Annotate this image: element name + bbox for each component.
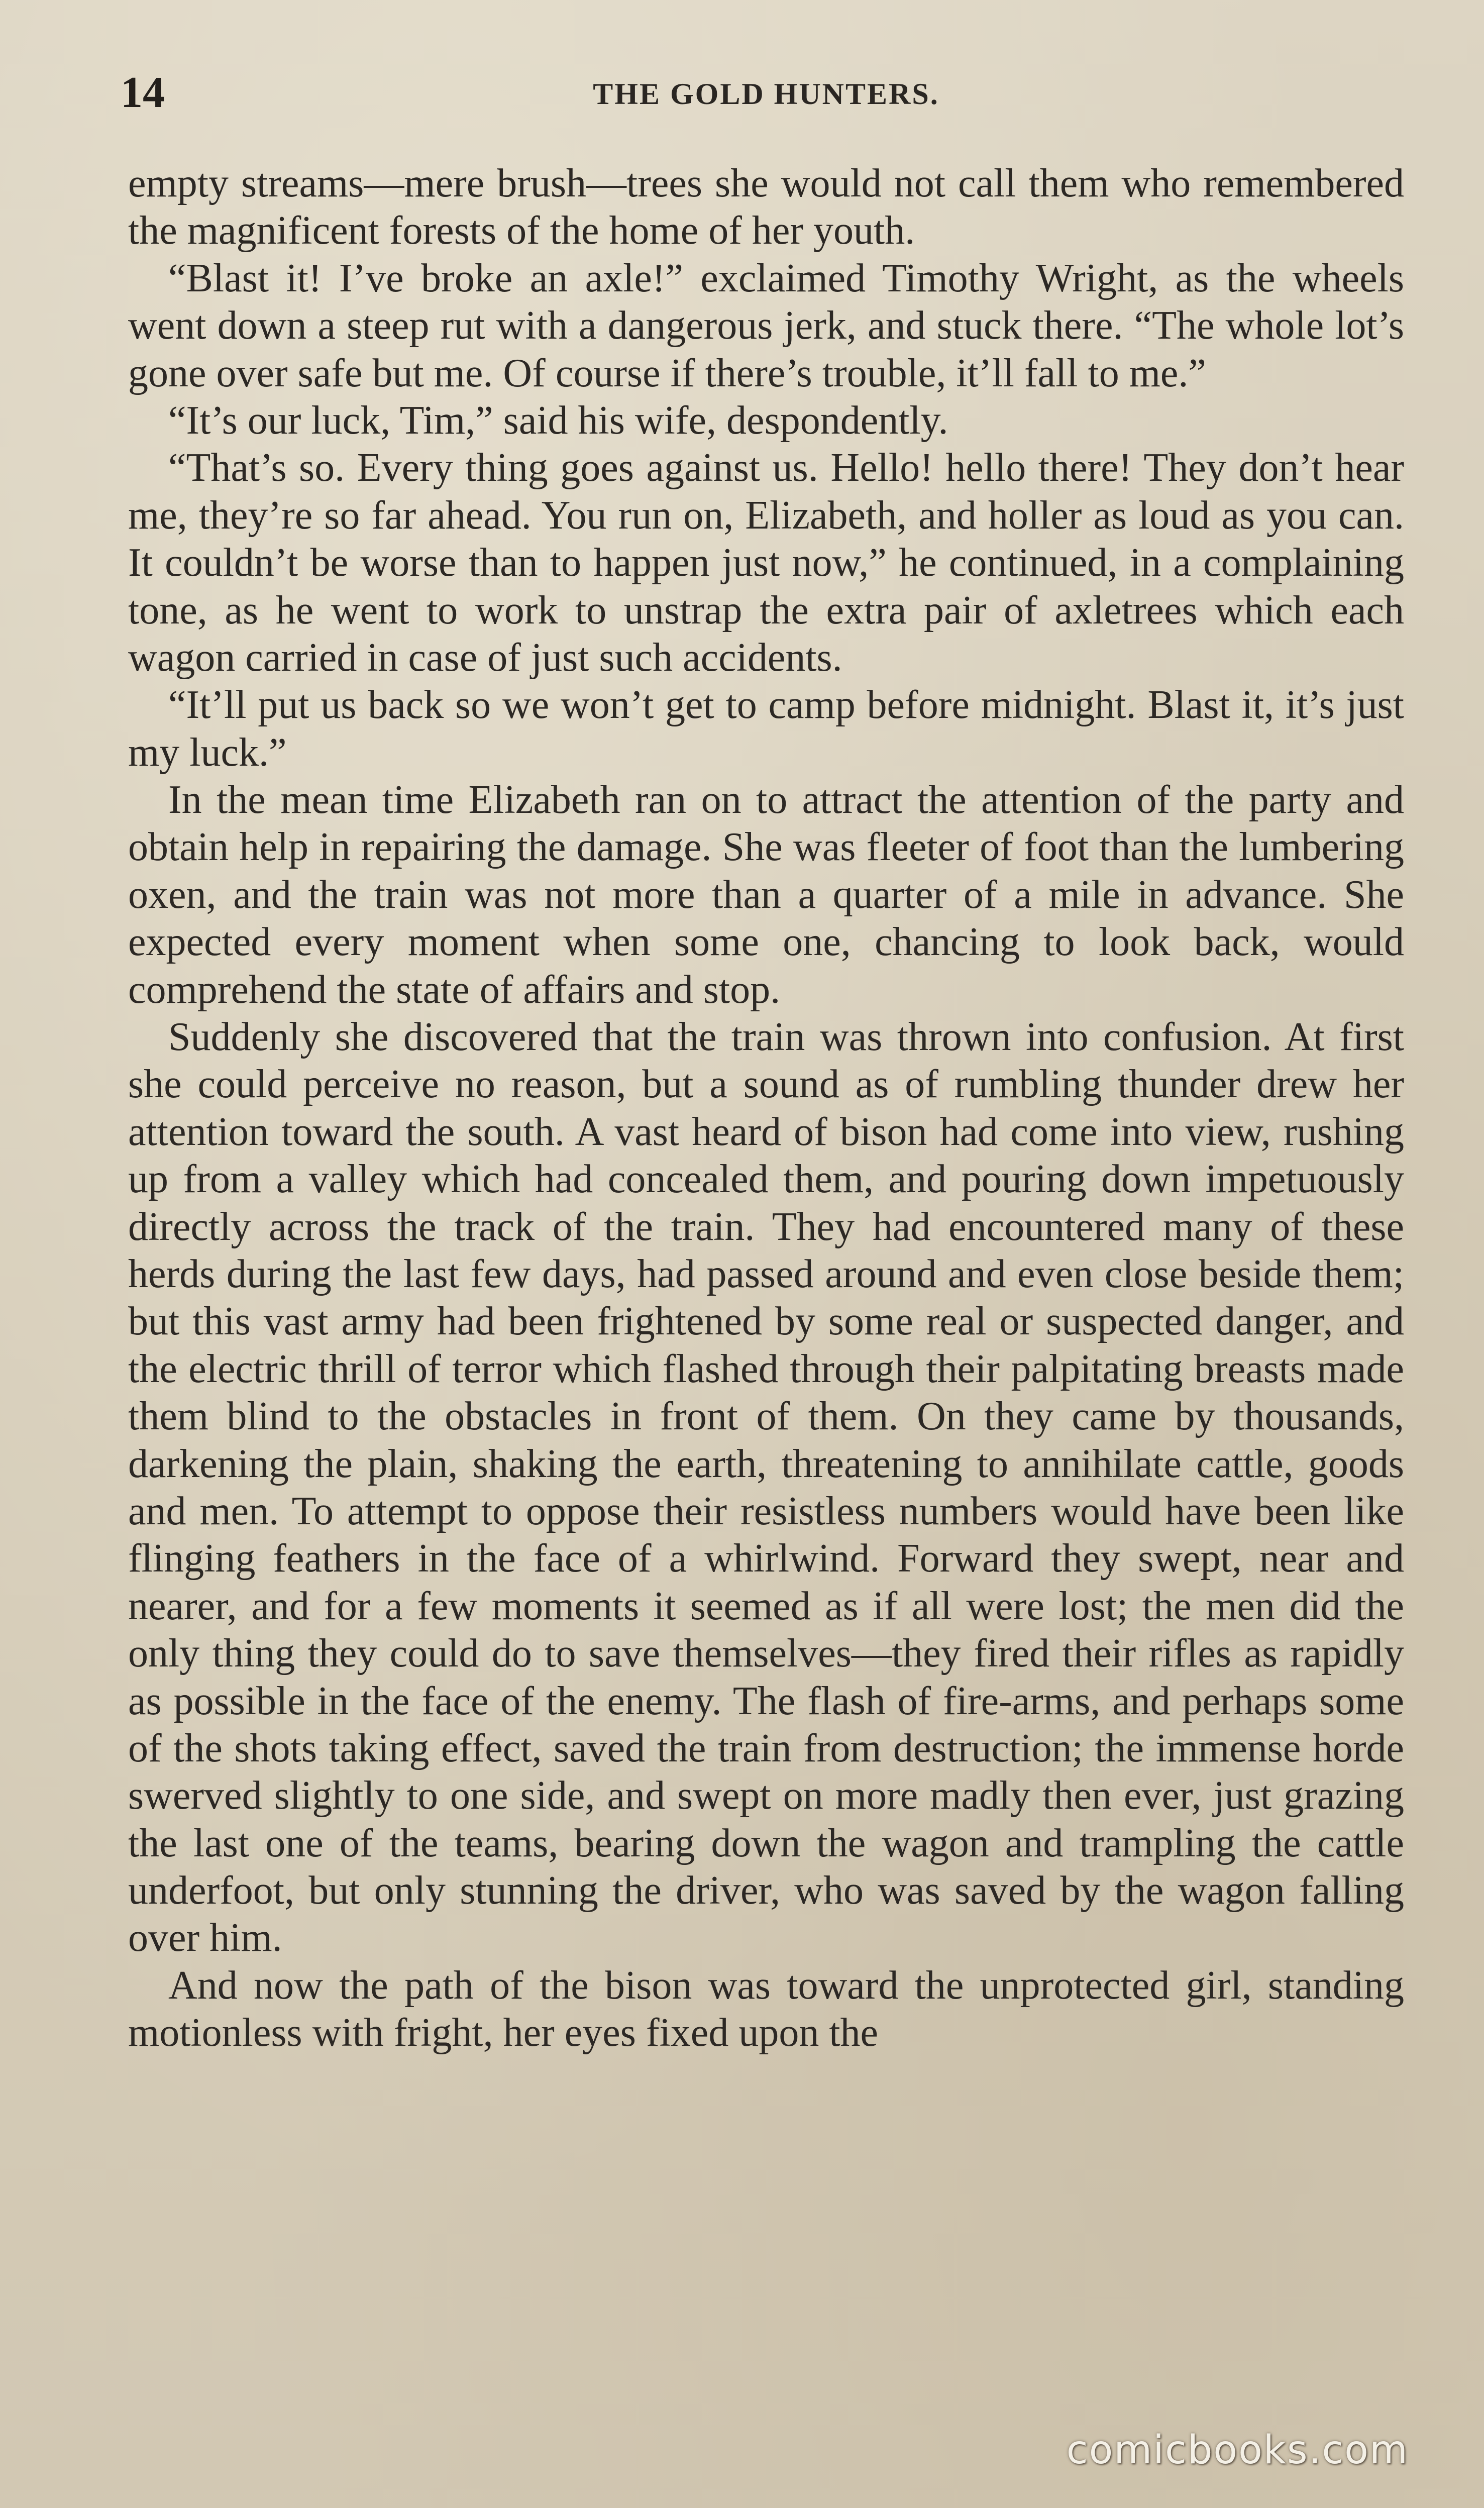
body-text (128, 160, 1404, 2335)
page-header (121, 65, 1412, 126)
paragraph-4: “That’s so. Every thing goes against us. Hello! hello there! They don’t hear me, they’re so far ahead. You run on, Elizabeth, and holler as loud as you can. It couldn’t be worse than to happen just now,” he continued, in a complaining tone, as he went to work to unstrap the extra pair of axletrees which each wagon carried in case of just such accidents. (128, 446, 1404, 680)
page-number: 14 (121, 68, 165, 117)
paragraph-8: And now the path of the bison was toward the unprotected girl, standing motionless with fright, her eyes fixed upon the (128, 1963, 1404, 2055)
paragraph-6: In the mean time Elizabeth ran on to attract the attention of the party and obtain help in repairing the damage. She was fleeter of foot than the lumbering oxen, and the train was not more than a quarter of a mile in advance. She expected every moment when some one, chancing to look back, would comprehend the state of affairs and stop. (128, 778, 1404, 1012)
paragraph-5: “It’ll put us back so we won’t get to camp before midnight. Blast it, it’s just my luck.” (128, 683, 1404, 775)
watermark: comicbooks.com (1066, 2428, 1409, 2473)
paragraph-2: “Blast it! I’ve broke an axle!” exclaimed Timothy Wright, as the wheels went down a steep rut with a dangerous jerk, and stuck there. “The whole lot’s gone over safe but me. Of course if there’s trouble, it’ll fall to me.” (128, 256, 1404, 395)
paragraph-7: Suddenly she discovered that the train was thrown into confusion. At first she could perceive no reason, but a sound as of rumbling thunder drew her attention toward the south. A vast heard of bison had come into view, rushing up from a valley which had concealed them, and pouring down impetuously directly across the track of the train. They had encountered many of these herds during the last few days, had passed around and even close beside them; but this vast army had been frightened by some real or suspected danger, and the electric thrill of terror which flashed through their palpitating breasts made them blind to the obstacles in front of them. On they came by thousands, darkening the plain, shaking the earth, threatening to annihilate cattle, goods and men. To attempt to oppose their resistless numbers would have been like flinging feathers in the face of a whirlwind. Forward they swept, near and nearer, and for a few moments it seemed as if all were lost; the men did the only thing they could do to save themselves—they fired their rifles as rapidly as possible in the face of the enemy. The flash of fire-arms, and perhaps some of the shots taking effect, saved the train from destruction; the immense horde swerved slightly to one side, and swept on more madly then ever, just grazing the last one of the teams, bearing down the wagon and trampling the cattle underfoot, but only stunning the driver, who was saved by the wagon falling over him. (128, 1015, 1404, 1960)
running-head: THE GOLD HUNTERS. (593, 77, 939, 111)
paragraph-3: “It’s our luck, Tim,” said his wife, despondently. (168, 398, 948, 443)
paragraph-1: empty streams—mere brush—trees she would not call them who remembered the magnificent forests of the home of her youth. (128, 161, 1404, 253)
